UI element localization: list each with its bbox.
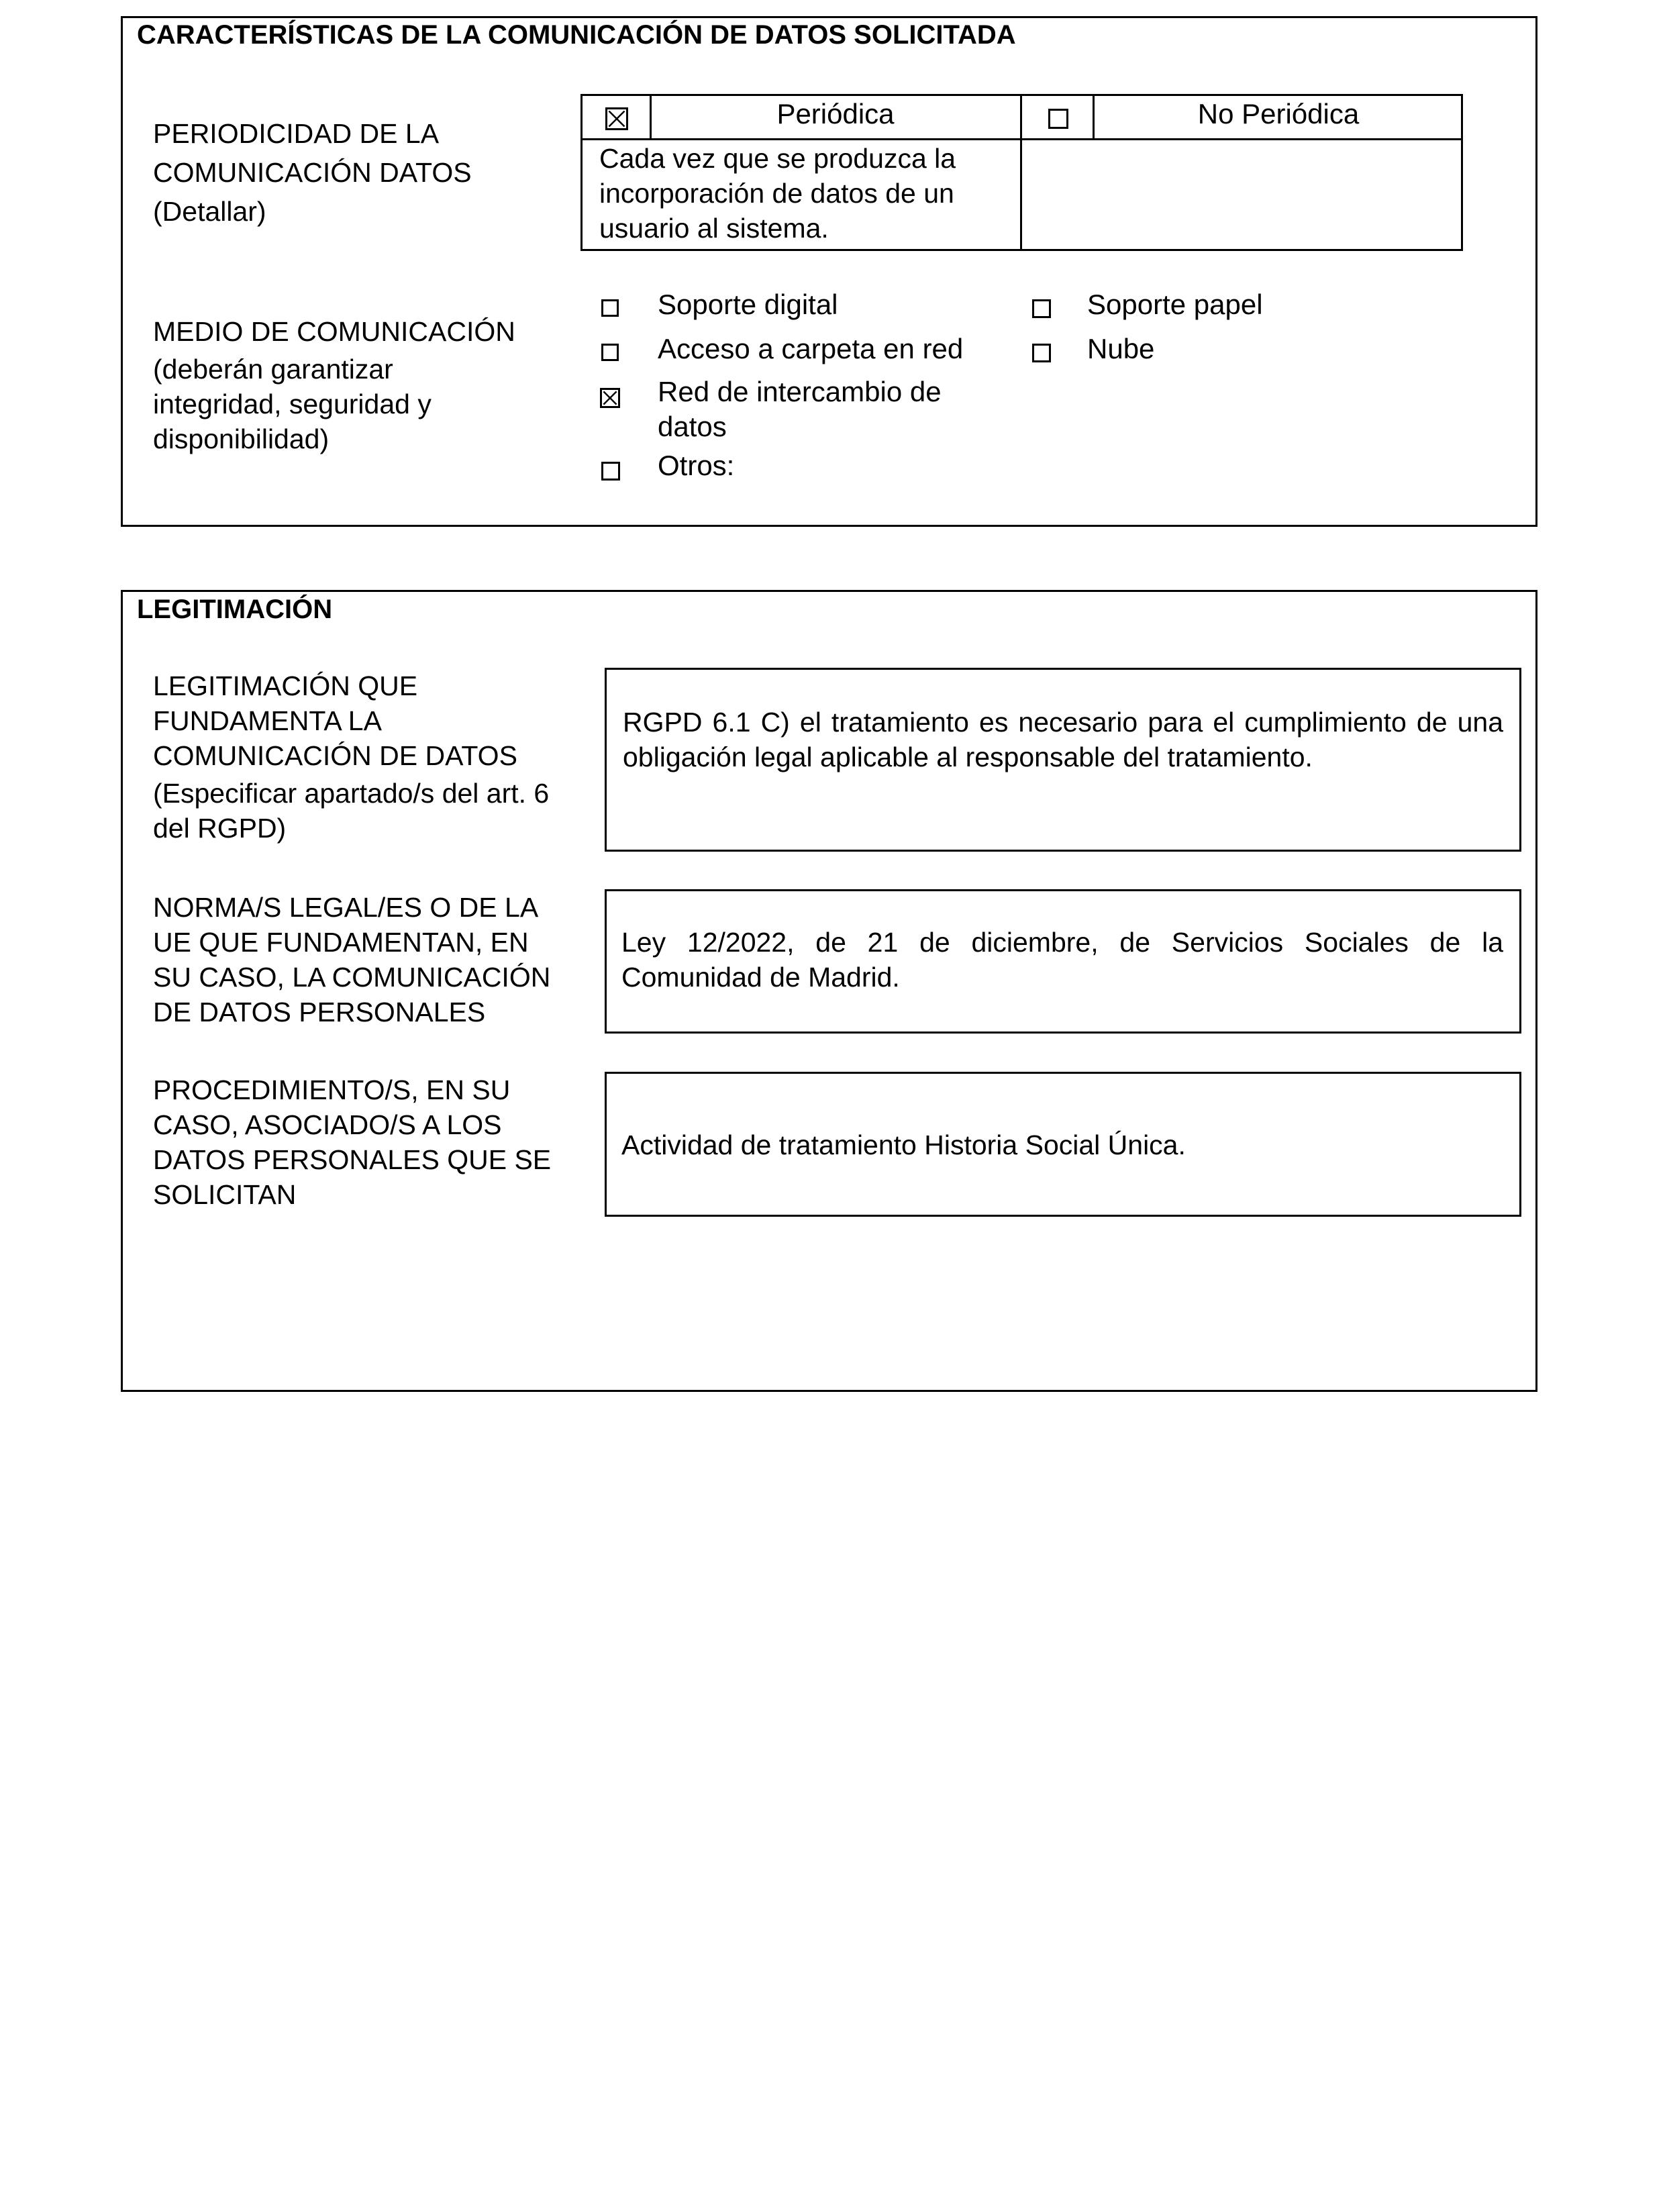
medio-label-line: (deberán garantizar <box>153 354 393 385</box>
nube-checkbox[interactable] <box>1032 344 1051 362</box>
procedimiento-value: Actividad de tratamiento Historia Social Única. <box>621 1129 1186 1160</box>
otros-label: Otros: <box>658 450 735 481</box>
medio-label-line: disponibilidad) <box>153 423 330 454</box>
no-periodica-checkbox[interactable] <box>1048 109 1068 129</box>
periodicidad-detail <box>599 141 956 246</box>
periodicidad-detail-line: incorporación de datos de un <box>599 178 954 209</box>
periodicidad-detail-line: Cada vez que se produzca la <box>599 143 956 174</box>
periodica-label: Periódica <box>776 98 895 130</box>
no-periodica-label: No Periódica <box>1197 98 1360 130</box>
periodica-checkbox[interactable] <box>605 107 628 130</box>
periodicidad-detail-line: usuario al sistema. <box>599 213 829 244</box>
legitimacion-row-label: LEGITIMACIÓN QUE FUNDAMENTA LA COMUNICACIÓN DE DATOS (Especificar apartado/s del art. 6 del RGPD) <box>153 670 550 844</box>
soporte-papel-label: Soporte papel <box>1087 289 1263 320</box>
periodicidad-label-line: PERIODICIDAD DE LA <box>153 118 440 149</box>
norma-row-label: NORMA/S LEGAL/ES O DE LA UE QUE FUNDAMENTAN, EN SU CASO, LA COMUNICACIÓN DE DATOS PERSONALES <box>153 892 551 1027</box>
soporte-papel-checkbox[interactable] <box>1032 299 1051 318</box>
medio-label <box>153 314 515 456</box>
red-intercambio-label: Red de intercambio de datos <box>658 376 942 442</box>
soporte-digital-label: Soporte digital <box>658 289 838 320</box>
checkbox-x-icon <box>602 390 618 406</box>
caracteristicas-title: CARACTERÍSTICAS DE LA COMUNICACIÓN DE DATOS SOLICITADA <box>137 20 1016 50</box>
periodicidad-label-line: COMUNICACIÓN DATOS <box>153 157 472 188</box>
periodicidad-label <box>153 114 472 231</box>
legitimacion-value: RGPD 6.1 C) el tratamiento es necesario para el cumplimiento de una obligación legal aplicable al responsable del tratamiento. <box>623 707 1503 772</box>
red-intercambio-checkbox[interactable] <box>600 388 620 408</box>
nube-label: Nube <box>1087 333 1155 364</box>
acceso-carpeta-checkbox[interactable] <box>601 344 619 361</box>
legitimacion-title: LEGITIMACIÓN <box>137 595 333 624</box>
periodicidad-label-line: (Detallar) <box>153 196 266 227</box>
medio-label-line: integridad, seguridad y <box>153 389 432 419</box>
procedimiento-row-label: PROCEDIMIENTO/S, EN SU CASO, ASOCIADO/S A LOS DATOS PERSONALES QUE SE SOLICITAN <box>153 1074 552 1210</box>
medio-label-line: MEDIO DE COMUNICACIÓN <box>153 316 515 347</box>
soporte-digital-checkbox[interactable] <box>601 299 619 317</box>
periodicidad-table-divider <box>1020 94 1022 251</box>
otros-checkbox[interactable] <box>601 462 620 481</box>
checkbox-x-icon <box>607 109 626 128</box>
norma-value: Ley 12/2022, de 21 de diciembre, de Servicios Sociales de la Comunidad de Madrid. <box>621 927 1503 993</box>
acceso-carpeta-label: Acceso a carpeta en red <box>658 333 964 364</box>
